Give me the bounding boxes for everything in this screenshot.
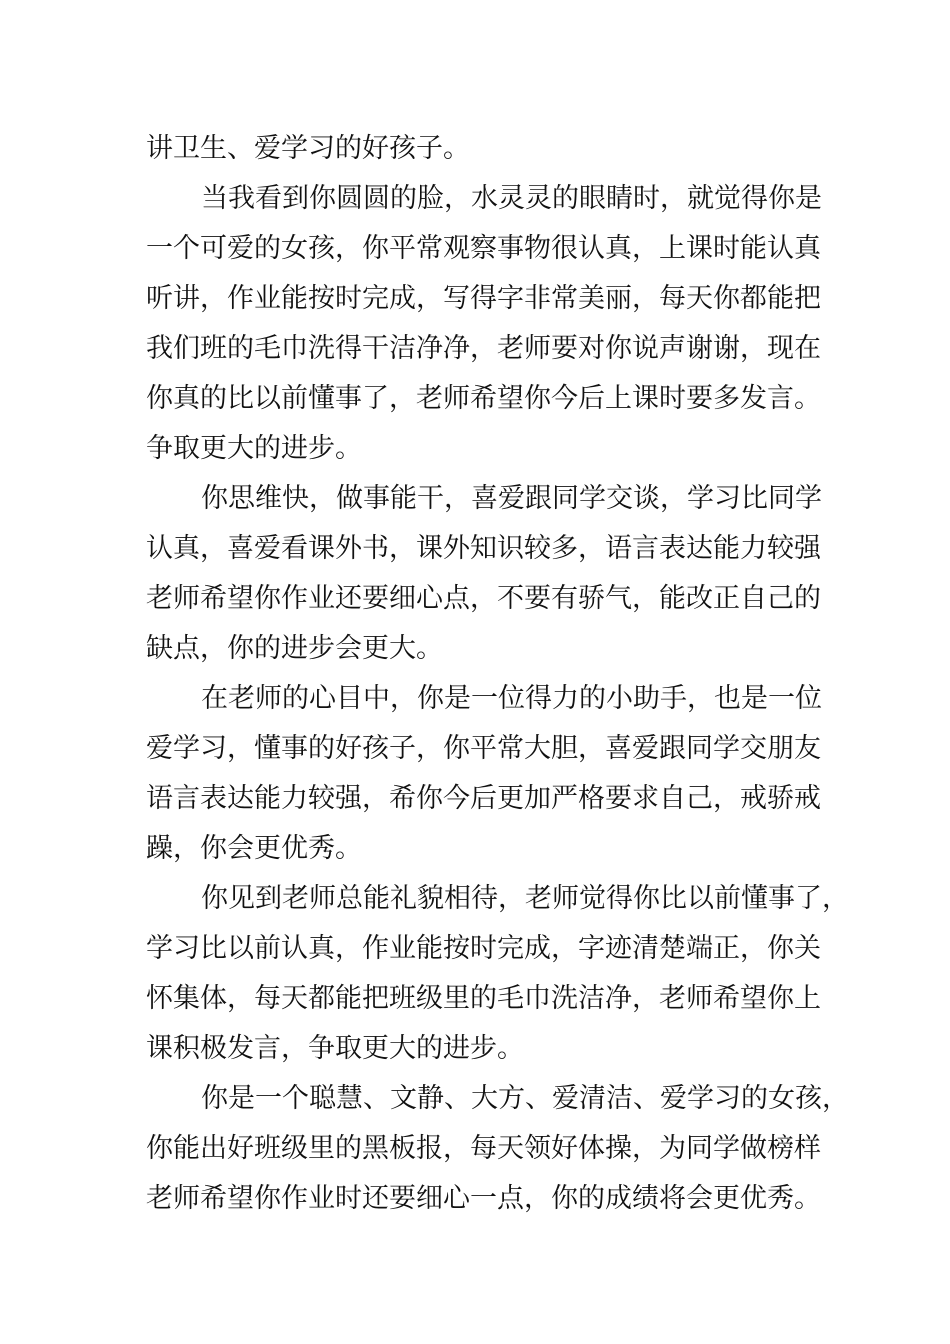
text-line: 认真，喜爱看课外书，课外知识较多，语言表达能力较强 xyxy=(146,533,821,564)
text-line: 缺点，你的进步会更大。 xyxy=(146,633,443,664)
text-line: 我们班的毛巾洗得干洁净净，老师要对你说声谢谢，现在 xyxy=(146,333,821,364)
text-line: 你真的比以前懂事了，老师希望你今后上课时要多发言。 xyxy=(146,383,821,414)
text-line: 你思维快，做事能干，喜爱跟同学交谈，学习比同学 xyxy=(201,483,822,514)
text-line: 老师希望你作业还要细心点，不要有骄气，能改正自己的 xyxy=(146,583,821,614)
text-line: 学习比以前认真，作业能按时完成，字迹清楚端正，你关 xyxy=(146,933,821,964)
document-body xyxy=(146,124,849,1224)
text-line: 课积极发言，争取更大的进步。 xyxy=(146,1033,524,1064)
text-line: 听讲，作业能按时完成，写得字非常美丽，每天你都能把 xyxy=(146,283,821,314)
text-line: 在老师的心目中，你是一位得力的小助手，也是一位 xyxy=(201,683,822,714)
text-line: 当我看到你圆圆的脸，水灵灵的眼睛时，就觉得你是 xyxy=(201,183,822,214)
text-line: 语言表达能力较强，希你今后更加严格要求自己，戒骄戒 xyxy=(146,783,821,814)
text-line: 你见到老师总能礼貌相待，老师觉得你比以前懂事了， xyxy=(201,883,849,914)
text-line: 躁，你会更优秀。 xyxy=(146,833,362,864)
text-line: 爱学习，懂事的好孩子，你平常大胆，喜爱跟同学交朋友 xyxy=(146,733,821,764)
text-line: 怀集体，每天都能把班级里的毛巾洗洁净，老师希望你上 xyxy=(146,983,821,1014)
text-line: 一个可爱的女孩，你平常观察事物很认真，上课时能认真 xyxy=(146,233,821,264)
text-line: 你能出好班级里的黑板报，每天领好体操，为同学做榜样 xyxy=(146,1133,821,1164)
text-line: 老师希望你作业时还要细心一点，你的成绩将会更优秀。 xyxy=(146,1183,821,1214)
text-line: 你是一个聪慧、文静、大方、爱清洁、爱学习的女孩， xyxy=(201,1083,849,1114)
text-line: 争取更大的进步。 xyxy=(146,433,362,464)
text-line: 讲卫生、爱学习的好孩子。 xyxy=(146,133,470,164)
